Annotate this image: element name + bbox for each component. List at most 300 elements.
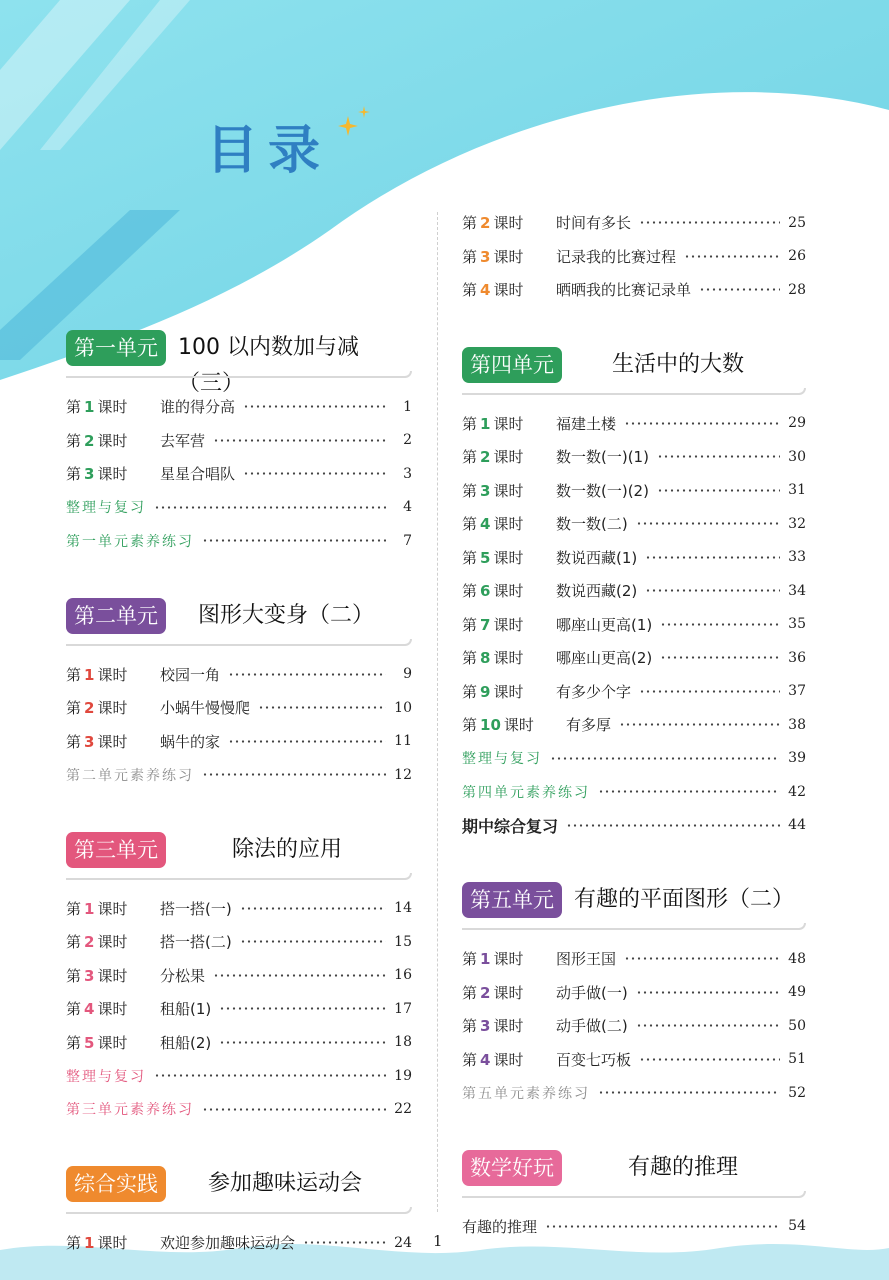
- lesson-prefix: 第: [462, 214, 478, 233]
- lesson-number: [462, 614, 556, 635]
- leader-dots: [303, 1241, 386, 1244]
- page-ref: 38: [788, 716, 806, 733]
- unit-underline: [462, 1191, 806, 1198]
- page-ref: 17: [394, 1000, 412, 1017]
- lesson-prefix: 第: [66, 465, 82, 484]
- leader-dots: [550, 757, 780, 760]
- lesson-prefix: 第: [66, 431, 82, 450]
- lesson-prefix: 第: [462, 682, 478, 701]
- toc-entry[interactable]: [66, 424, 412, 458]
- lesson-suffix: 课时: [493, 1017, 524, 1036]
- lesson-suffix: 课时: [493, 950, 524, 969]
- unit-badge: 综合实践: [66, 1166, 166, 1202]
- lesson-index: 3: [480, 481, 491, 500]
- lesson-number: [66, 430, 160, 451]
- toc-entry[interactable]: [66, 1226, 412, 1260]
- toc-entry[interactable]: [462, 742, 806, 776]
- toc-entry[interactable]: [66, 524, 412, 558]
- lesson-suffix: 课时: [97, 665, 128, 684]
- lesson-suffix: 课时: [493, 515, 524, 534]
- lesson-number: [462, 246, 556, 267]
- sparkle-icon: [334, 104, 374, 138]
- section-gap: [462, 1110, 806, 1142]
- lesson-number: [462, 513, 556, 534]
- page-ref: 4: [403, 499, 412, 516]
- leader-dots: [213, 974, 386, 977]
- lesson-index: 2: [84, 699, 95, 718]
- toc-entry[interactable]: [462, 608, 806, 642]
- lesson-suffix: 课时: [97, 699, 128, 718]
- leader-dots: [154, 506, 386, 509]
- leader-dots: [639, 221, 780, 224]
- leader-dots: [202, 1108, 386, 1111]
- review-title: 第二单元素养练习: [66, 767, 194, 784]
- lesson-number: [66, 898, 160, 919]
- lesson-title: 小蜗牛慢慢爬: [160, 699, 251, 718]
- lesson-index: 1: [84, 1234, 95, 1253]
- page-ref: 15: [394, 933, 412, 950]
- lesson-suffix: 课时: [493, 414, 524, 433]
- lesson-number: [462, 547, 556, 568]
- lesson-number: [66, 998, 160, 1019]
- review-title: 整理与复习: [462, 751, 542, 768]
- leader-dots: [545, 1225, 780, 1228]
- toc-entry[interactable]: [66, 725, 412, 759]
- lesson-number: [462, 580, 556, 601]
- lesson-suffix: 课时: [97, 431, 128, 450]
- lesson-index: 4: [480, 515, 491, 534]
- lesson-number: [462, 714, 566, 735]
- unit-underline: [66, 371, 412, 378]
- toc-entry[interactable]: [462, 775, 806, 809]
- lesson-suffix: 课时: [97, 933, 128, 952]
- page-ref: 24: [394, 1234, 412, 1251]
- review-title: 第一单元素养练习: [66, 533, 194, 550]
- toc-entry[interactable]: [462, 206, 806, 240]
- lesson-suffix: 课时: [493, 481, 524, 500]
- page-ref: 34: [788, 582, 806, 599]
- leader-dots: [566, 824, 780, 827]
- unit-header: [66, 824, 412, 880]
- leader-dots: [202, 539, 386, 542]
- unit-header: [66, 1158, 412, 1214]
- page-ref: 29: [788, 415, 806, 432]
- unit-header: [462, 1142, 806, 1198]
- lesson-number: [462, 446, 556, 467]
- lesson-prefix: 第: [66, 398, 82, 417]
- toc-right-column: [462, 206, 806, 1243]
- unit-badge: 第二单元: [66, 598, 166, 634]
- lesson-title: 蜗牛的家: [160, 732, 221, 751]
- leader-dots: [636, 1024, 780, 1027]
- lesson-suffix: 课时: [493, 649, 524, 668]
- lesson-suffix: 课时: [97, 398, 128, 417]
- lesson-suffix: 课时: [493, 214, 524, 233]
- unit-underline: [66, 639, 412, 646]
- lesson-suffix: 课时: [97, 1033, 128, 1052]
- lesson-number: [462, 948, 556, 969]
- unit-title: 有趣的平面图形（二）: [574, 887, 795, 912]
- toc-entry[interactable]: [462, 474, 806, 508]
- toc-entry[interactable]: [462, 574, 806, 608]
- lesson-suffix: 课时: [493, 983, 524, 1002]
- leader-dots: [645, 589, 780, 592]
- unit-badge: 第一单元: [66, 330, 166, 366]
- lesson-index: 3: [480, 1017, 491, 1036]
- unit-title: 图形大变身（二）: [198, 602, 375, 628]
- lesson-number: [462, 982, 556, 1003]
- leader-dots: [154, 1074, 386, 1077]
- toc-entry[interactable]: [66, 1059, 412, 1093]
- lesson-index: 3: [84, 465, 95, 484]
- lesson-prefix: 第: [66, 732, 82, 751]
- unit-title: 除法的应用: [232, 836, 343, 862]
- lesson-prefix: 第: [66, 1234, 82, 1253]
- lesson-index: 1: [84, 665, 95, 684]
- lesson-title: 数说西藏(1): [556, 548, 638, 567]
- lesson-suffix: 课时: [493, 615, 524, 634]
- lesson-index: 6: [480, 582, 491, 601]
- toc-entry[interactable]: [66, 658, 412, 692]
- lesson-suffix: 课时: [97, 1000, 128, 1019]
- page-title: 目录: [206, 121, 331, 181]
- lesson-number: [66, 731, 160, 752]
- lesson-prefix: 第: [462, 983, 478, 1002]
- lesson-prefix: 第: [66, 665, 82, 684]
- lesson-title: 动手做(二): [556, 1017, 628, 1036]
- lesson-title: 去军营: [160, 431, 206, 450]
- page-ref: 39: [788, 750, 806, 767]
- toc-entry[interactable]: [462, 1210, 806, 1244]
- lesson-index: 4: [480, 281, 491, 300]
- lesson-index: 3: [84, 732, 95, 751]
- page-ref: 50: [788, 1017, 806, 1034]
- page-ref: 44: [788, 817, 806, 834]
- toc-entry[interactable]: [462, 809, 806, 843]
- page-ref: 7: [403, 532, 412, 549]
- lesson-suffix: 课时: [493, 247, 524, 266]
- unit-header: [66, 322, 412, 396]
- lesson-prefix: 第: [66, 933, 82, 952]
- unit-underline: [66, 1207, 412, 1214]
- leader-dots: [213, 439, 386, 442]
- lesson-prefix: 第: [462, 1050, 478, 1069]
- lesson-suffix: 课时: [503, 716, 534, 735]
- lesson-suffix: 课时: [493, 448, 524, 467]
- lesson-title: 有多少个字: [556, 682, 632, 701]
- page-ref: 52: [788, 1084, 806, 1101]
- lesson-index: 9: [480, 682, 491, 701]
- lesson-title: 校园一角: [160, 665, 221, 684]
- toc-entry[interactable]: [462, 708, 806, 742]
- leader-dots: [699, 288, 780, 291]
- page-ref: 42: [788, 783, 806, 800]
- page-ref: 31: [788, 482, 806, 499]
- review-title: 期中综合复习: [462, 816, 559, 836]
- lesson-index: 3: [84, 966, 95, 985]
- lesson-prefix: 第: [462, 649, 478, 668]
- unit-header: [66, 590, 412, 646]
- lesson-prefix: 第: [462, 615, 478, 634]
- lesson-title: 哪座山更高(1): [556, 615, 653, 634]
- unit-underline: [462, 388, 806, 395]
- leader-dots: [660, 623, 780, 626]
- lesson-suffix: 课时: [97, 732, 128, 751]
- lesson-index: 10: [480, 716, 501, 735]
- lesson-index: 4: [480, 1050, 491, 1069]
- lesson-prefix: 第: [462, 548, 478, 567]
- unit-badge: 第三单元: [66, 832, 166, 868]
- page-ref: 26: [788, 248, 806, 265]
- leader-dots: [240, 907, 386, 910]
- review-title: 整理与复习: [66, 1068, 146, 1085]
- page-ref: 2: [403, 432, 412, 449]
- leader-dots: [619, 723, 780, 726]
- lesson-suffix: 课时: [97, 966, 128, 985]
- lesson-prefix: 第: [66, 966, 82, 985]
- lesson-title: 分松果: [160, 966, 206, 985]
- page-ref: 28: [788, 281, 806, 298]
- lesson-prefix: 第: [462, 448, 478, 467]
- lesson-title: 星星合唱队: [160, 465, 236, 484]
- toc-entry[interactable]: [66, 892, 412, 926]
- lesson-title: 谁的得分高: [160, 398, 236, 417]
- lesson-suffix: 课时: [493, 1050, 524, 1069]
- lesson-title: 租船(1): [160, 1000, 212, 1019]
- toc-entry[interactable]: [66, 758, 412, 792]
- toc-entry[interactable]: [66, 925, 412, 959]
- lesson-index: 3: [480, 247, 491, 266]
- leader-dots: [228, 673, 386, 676]
- lesson-suffix: 课时: [493, 548, 524, 567]
- lesson-prefix: 第: [462, 515, 478, 534]
- toc-entry[interactable]: [462, 541, 806, 575]
- lesson-prefix: 第: [462, 716, 478, 735]
- lesson-index: 2: [480, 214, 491, 233]
- lesson-index: 2: [84, 431, 95, 450]
- lesson-index: 2: [480, 448, 491, 467]
- leader-dots: [219, 1007, 386, 1010]
- lesson-number: [66, 664, 160, 685]
- lesson-prefix: 第: [66, 899, 82, 918]
- lesson-prefix: 第: [462, 481, 478, 500]
- lesson-index: 5: [84, 1033, 95, 1052]
- lesson-prefix: 第: [462, 247, 478, 266]
- toc-entry[interactable]: [462, 641, 806, 675]
- lesson-number: [66, 965, 160, 986]
- unit-underline: [66, 873, 412, 880]
- page-number: 1: [433, 1232, 443, 1250]
- section-gap: [66, 1126, 412, 1158]
- lesson-number: [462, 1049, 556, 1070]
- leader-dots: [243, 405, 386, 408]
- unit-badge: 第五单元: [462, 882, 562, 918]
- lesson-index: 4: [84, 1000, 95, 1019]
- lesson-index: 1: [84, 398, 95, 417]
- lesson-title: 搭一搭(一): [160, 899, 232, 918]
- leader-dots: [243, 472, 386, 475]
- page-ref: 36: [788, 649, 806, 666]
- page-ref: 33: [788, 549, 806, 566]
- leader-dots: [258, 706, 386, 709]
- section-gap: [462, 842, 806, 874]
- leader-dots: [660, 656, 780, 659]
- toc-entry[interactable]: [462, 675, 806, 709]
- page-ref: 12: [394, 766, 412, 783]
- toc-entry[interactable]: [66, 1026, 412, 1060]
- lesson-title: 晒晒我的比赛记录单: [556, 281, 692, 300]
- page-ref: 25: [788, 214, 806, 231]
- review-title: 第三单元素养练习: [66, 1102, 194, 1119]
- page-ref: 32: [788, 515, 806, 532]
- lesson-suffix: 课时: [493, 281, 524, 300]
- lesson-title: 图形王国: [556, 950, 617, 969]
- lesson-prefix: 第: [66, 1033, 82, 1052]
- review-title: 整理与复习: [66, 500, 146, 517]
- lesson-index: 1: [480, 950, 491, 969]
- unit-title: 生活中的大数: [612, 351, 745, 377]
- toc-entry[interactable]: [66, 992, 412, 1026]
- page-ref: 14: [394, 900, 412, 917]
- toc-entry[interactable]: [66, 691, 412, 725]
- toc-entry[interactable]: [462, 1009, 806, 1043]
- lesson-number: [66, 697, 160, 718]
- lesson-title: 哪座山更高(2): [556, 649, 653, 668]
- lesson-index: 8: [480, 649, 491, 668]
- leader-dots: [598, 790, 780, 793]
- toc-entry[interactable]: [66, 1093, 412, 1127]
- unit-title: 有趣的推理: [628, 1154, 739, 1180]
- lesson-number: [462, 279, 556, 300]
- leader-dots: [636, 991, 780, 994]
- unit-title: 100 以内数加与减（三）: [178, 335, 359, 396]
- leader-dots: [202, 773, 386, 776]
- toc-entry[interactable]: [66, 491, 412, 525]
- leader-dots: [636, 522, 780, 525]
- unit-underline: [462, 923, 806, 930]
- lesson-number: [66, 396, 160, 417]
- lesson-title: 数一数(一)(1): [556, 448, 649, 467]
- section-gap: [66, 558, 412, 590]
- lesson-prefix: 第: [462, 281, 478, 300]
- lesson-title: 动手做(一): [556, 983, 628, 1002]
- unit-title: 参加趣味运动会: [208, 1171, 363, 1196]
- page-ref: 11: [394, 733, 412, 750]
- page-ref: 18: [394, 1034, 412, 1051]
- toc-entry[interactable]: [462, 407, 806, 441]
- lesson-number: [462, 212, 556, 233]
- page-ref: 48: [788, 950, 806, 967]
- lesson-suffix: 课时: [97, 1234, 128, 1253]
- page-ref: 51: [788, 1051, 806, 1068]
- toc-left-column: [66, 322, 412, 1260]
- leader-dots: [228, 740, 386, 743]
- lesson-prefix: 第: [66, 1000, 82, 1019]
- toc-entry[interactable]: [462, 976, 806, 1010]
- page-ref: 35: [788, 616, 806, 633]
- toc-entry[interactable]: [462, 507, 806, 541]
- leader-dots: [624, 422, 780, 425]
- toc-entry[interactable]: [462, 240, 806, 274]
- lesson-number: [462, 1015, 556, 1036]
- unit-badge: 第四单元: [462, 347, 562, 383]
- toc-entry[interactable]: [462, 273, 806, 307]
- toc-entry[interactable]: [462, 942, 806, 976]
- toc-entry[interactable]: [66, 959, 412, 993]
- lesson-prefix: 第: [462, 1017, 478, 1036]
- lesson-index: 2: [480, 983, 491, 1002]
- review-title: 第四单元素养练习: [462, 784, 590, 801]
- lesson-title: 福建土楼: [556, 414, 617, 433]
- leader-dots: [657, 489, 780, 492]
- lesson-index: 1: [480, 414, 491, 433]
- page-ref: 16: [394, 967, 412, 984]
- lesson-number: [462, 681, 556, 702]
- page-ref: 49: [788, 984, 806, 1001]
- lesson-number: [462, 413, 556, 434]
- lesson-title: 数一数(二): [556, 515, 628, 534]
- lesson-index: 5: [480, 548, 491, 567]
- page-ref: 3: [403, 465, 412, 482]
- lesson-title: 时间有多长: [556, 214, 632, 233]
- lesson-title: 数一数(一)(2): [556, 481, 649, 500]
- lesson-number: [462, 647, 556, 668]
- unit-header: [462, 339, 806, 395]
- lesson-title: 记录我的比赛过程: [556, 247, 677, 266]
- lesson-number: [462, 480, 556, 501]
- leader-dots: [684, 255, 780, 258]
- lesson-suffix: 课时: [493, 682, 524, 701]
- leader-dots: [639, 1058, 780, 1061]
- lesson-index: 2: [84, 933, 95, 952]
- leader-dots: [639, 690, 780, 693]
- page-ref: 30: [788, 448, 806, 465]
- column-divider: [437, 212, 438, 1212]
- lesson-title: 租船(2): [160, 1033, 212, 1052]
- unit-badge: 数学好玩: [462, 1150, 562, 1186]
- section-gap: [462, 307, 806, 339]
- leader-dots: [219, 1041, 386, 1044]
- toc-entry[interactable]: [462, 440, 806, 474]
- leader-dots: [657, 455, 780, 458]
- lesson-number: [66, 1232, 160, 1253]
- unit-header: [462, 874, 806, 930]
- page-ref: 1: [403, 398, 412, 415]
- page-ref: 19: [394, 1067, 412, 1084]
- leader-dots: [645, 556, 780, 559]
- leader-dots: [624, 957, 780, 960]
- lesson-prefix: 第: [462, 414, 478, 433]
- section-gap: [66, 792, 412, 824]
- toc-entry[interactable]: [462, 1076, 806, 1110]
- leader-dots: [598, 1091, 780, 1094]
- lesson-suffix: 课时: [493, 582, 524, 601]
- lesson-title: 百变七巧板: [556, 1050, 632, 1069]
- toc-entry[interactable]: [462, 1043, 806, 1077]
- lesson-number: [66, 931, 160, 952]
- lesson-title: 欢迎参加趣味运动会: [160, 1234, 296, 1253]
- lesson-index: 1: [84, 899, 95, 918]
- leader-dots: [240, 940, 386, 943]
- page-ref: 54: [788, 1218, 806, 1235]
- lesson-title: 搭一搭(二): [160, 933, 232, 952]
- page-ref: 10: [394, 699, 412, 716]
- lesson-number: [66, 1032, 160, 1053]
- page-ref: 9: [403, 666, 412, 683]
- lesson-prefix: 第: [462, 950, 478, 969]
- lesson-number: [66, 463, 160, 484]
- toc-entry[interactable]: [66, 457, 412, 491]
